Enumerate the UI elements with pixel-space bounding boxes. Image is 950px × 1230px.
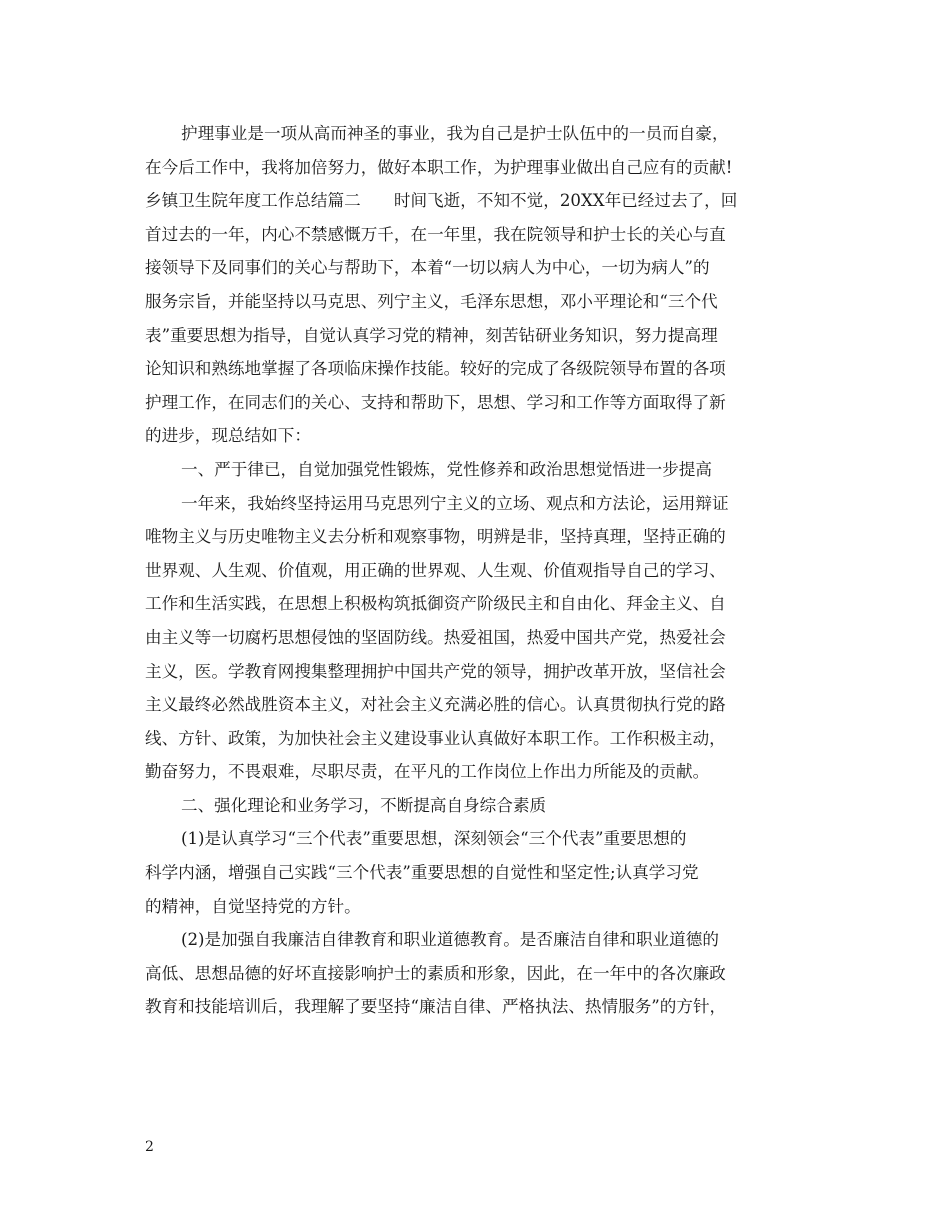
page-number: 2 <box>145 1139 154 1155</box>
text-line: 线、方针、政策，为加快社会主义建设事业认真做好本职工作。工作积极主动， <box>145 728 726 748</box>
text-line: 教育和技能培训后，我理解了要坚持“廉洁自律、严格执法、热情服务”的方针， <box>145 997 727 1017</box>
text-line: 的精神，自觉坚持党的方针。 <box>145 896 361 916</box>
text-line: 世界观、人生观、价值观，用正确的世界观、人生观、价值观指导自己的学习、 <box>145 560 726 580</box>
text-line: 科学内涵，增强自己实践“三个代表”重要思想的自觉性和坚定性;认真学习党 <box>145 863 699 883</box>
text-line: 勤奋努力，不畏艰难，尽职尽责，在平凡的工作岗位上作出力所能及的贡献。 <box>145 762 710 782</box>
text-line: (1)是认真学习“三个代表”重要思想，深刻领会“三个代表”重要思想的 <box>181 829 687 849</box>
text-line: 乡镇卫生院年度工作总结篇二 时间飞逝，不知不觉，20XX年已经过去了，回 <box>145 191 738 211</box>
text-line: 在今后工作中，我将加倍努力，做好本职工作，为护理事业做出自己应有的贡献! <box>145 157 733 177</box>
text-line: 二、强化理论和业务学习，不断提高自身综合素质 <box>181 795 547 815</box>
text-line: 表”重要思想为指导，自觉认真学习党的精神，刻苦钻研业务知识，努力提高理 <box>145 325 718 345</box>
text-line: 的进步，现总结如下： <box>145 426 311 446</box>
text-line: 服务宗旨，并能坚持以马克思、列宁主义，毛泽东思想，邓小平理论和“三个代 <box>145 291 718 311</box>
text-line: 工作和生活实践，在思想上积极构筑抵御资产阶级民主和自由化、拜金主义、自 <box>145 594 726 614</box>
text-line: 护理事业是一项从高而神圣的事业，我为自己是护士队伍中的一员而自豪， <box>181 124 729 143</box>
text-line: 唯物主义与历史唯物主义去分析和观察事物，明辨是非，坚持真理，坚持正确的 <box>145 527 726 547</box>
text-line: 一、严于律已，自觉加强党性锻炼，党性修养和政治思想觉悟进一步提高 <box>181 459 712 479</box>
text-line: 主义，医。学教育网搜集整理拥护中国共产党的领导，拥护改革开放，坚信社会 <box>145 661 726 681</box>
text-line: 接领导下及同事们的关心与帮助下，本着“一切以病人为中心，一切为病人”的 <box>145 258 710 278</box>
text-line: 由主义等一切腐朽思想侵蚀的坚固防线。热爱祖国，热爱中国共产党，热爱社会 <box>145 627 726 647</box>
text-line: 首过去的一年，内心不禁感慨万千，在一年里，我在院领导和护士长的关心与直 <box>145 224 726 244</box>
text-line: 论知识和熟练地掌握了各项临床操作技能。较好的完成了各级院领导布置的各项 <box>145 359 726 379</box>
text-line: (2)是加强自我廉洁自律教育和职业道德教育。是否廉洁自律和职业道德的 <box>181 930 719 950</box>
text-line: 主义最终必然战胜资本主义，对社会主义充满必胜的信心。认真贯彻执行党的路 <box>145 695 726 715</box>
document-body <box>145 117 815 1024</box>
text-line: 高低、思想品德的好坏直接影响护士的素质和形象，因此，在一年中的各次廉政 <box>145 963 726 983</box>
text-line: 护理工作，在同志们的关心、支持和帮助下，思想、学习和工作等方面取得了新 <box>145 392 726 412</box>
text-line: 一年来，我始终坚持运用马克思列宁主义的立场、观点和方法论，运用辩证 <box>181 493 729 513</box>
